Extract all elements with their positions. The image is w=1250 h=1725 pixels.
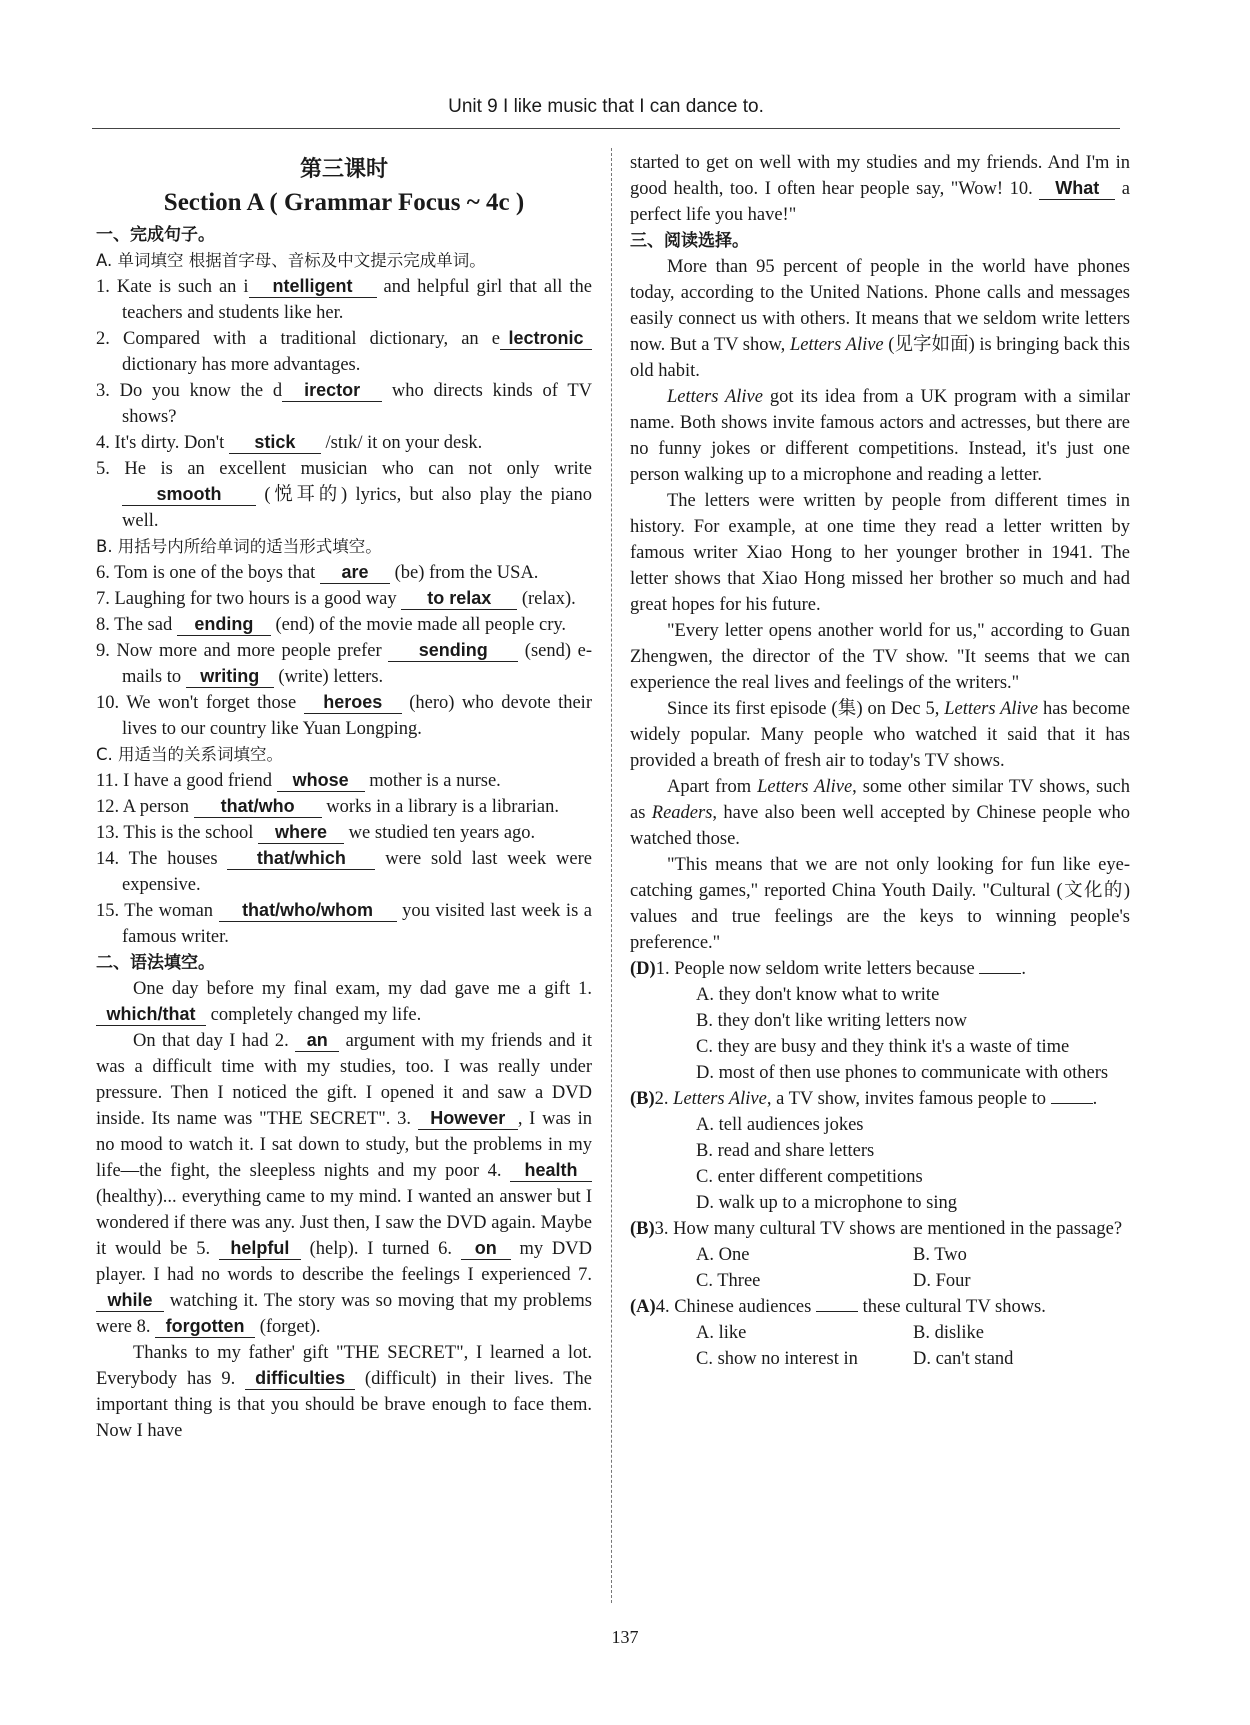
answer-blank: forgotten bbox=[155, 1316, 255, 1338]
reading-paragraph-5: Since its first episode (集) on Dec 5, Letters Alive has become widely popular. Many people who watched it said that it has provided a breath of fresh air to today's TV shows. bbox=[630, 699, 1131, 771]
mc3-options-row-1 bbox=[630, 1242, 1130, 1268]
section-title: Section A ( Grammar Focus ~ 4c ) bbox=[163, 189, 525, 216]
answer-blank: What bbox=[1039, 178, 1115, 200]
question-14: 14. The houses that/which were sold last week were expensive. bbox=[96, 848, 592, 895]
question-5: 5. He is an excellent musician who can not only write smooth (悦耳的) lyrics, but also play the piano well. bbox=[96, 459, 592, 531]
mc1-option-d: D. most of then use phones to communicate with others bbox=[696, 1063, 1109, 1083]
question-blank bbox=[979, 973, 1021, 974]
mc-answer: (A) bbox=[630, 1297, 656, 1317]
right-column bbox=[630, 150, 1130, 1372]
page-header: Unit 9 I like music that I can dance to. bbox=[448, 96, 764, 117]
question-8: 8. The sad ending (end) of the movie made all people cry. bbox=[96, 614, 567, 635]
mc2-option-b: B. read and share letters bbox=[696, 1141, 875, 1161]
answer-blank: where bbox=[258, 822, 344, 844]
part2-title: 二、语法填空。 bbox=[96, 953, 215, 973]
answer-blank: smooth bbox=[122, 484, 256, 506]
mc3-option-d: D. Four bbox=[913, 1271, 971, 1291]
part3-title: 三、阅读选择。 bbox=[630, 231, 749, 251]
grammar-paragraph-2: On that day I had 2. an argument with my friends and it was a difficult time with my studies, too. I was really under pressure. Then I noticed the gift. I opened it and saw a DVD inside. Its name was "THE SECRET". 3. However , I was in no mood to watch it. I sat down to study, but the problems in my life—the fight, the sleepless nights and my poor 4. health (healthy)... everything came to my mind. I wanted an answer but I wondered if there was any. Just then, I saw the DVD again. Maybe it would be 5. helpful (help). I turned 6. on my DVD player. I had no words to describe the feelings I experienced 7. while watching it. The story was so moving that my problems were 8. forgotten (forget). bbox=[96, 1030, 593, 1337]
answer-blank: whose bbox=[277, 770, 365, 792]
question-7: 7. Laughing for two hours is a good way to relax (relax). bbox=[96, 588, 576, 609]
mc-answer: (B) bbox=[630, 1219, 655, 1239]
mc2-option-d: D. walk up to a microphone to sing bbox=[696, 1193, 958, 1213]
answer-blank: that/which bbox=[227, 848, 375, 870]
mc3-option-a: A. One bbox=[696, 1245, 750, 1265]
reading-paragraph-3: The letters were written by people from different times in history. For example, at one time they read a letter written by famous writer Xiao Hong to her younger brother in 1941. The letter shows that Xiao Hong missed her brother so much and had great hopes for his future. bbox=[630, 491, 1130, 615]
answer-blank: ntelligent bbox=[249, 276, 377, 298]
answer-blank: difficulties bbox=[245, 1368, 355, 1390]
mc3-options-row-2 bbox=[630, 1268, 1130, 1294]
mc1-option-a: A. they don't know what to write bbox=[696, 985, 940, 1005]
answer-blank: while bbox=[96, 1290, 164, 1312]
grammar-paragraph-3: Thanks to my father' gift "THE SECRET", I learned a lot. Everybody has 9. difficulties (difficult) in their lives. The important thing is that you should be brave enough to face them. Now I have bbox=[96, 1343, 592, 1441]
reading-paragraph-4: "Every letter opens another world for us," according to Guan Zhengwen, the director of the TV show. "It seems that we can experience the real lives and feelings of the writers." bbox=[630, 621, 1130, 693]
part1-title: 一、完成句子。 bbox=[96, 225, 215, 245]
answer-blank: sending bbox=[388, 640, 518, 662]
answer-blank: writing bbox=[186, 666, 274, 688]
mc-answer: (B) bbox=[630, 1089, 655, 1109]
partC-title: C. 用适当的关系词填空。 bbox=[96, 745, 284, 764]
answer-blank: on bbox=[461, 1238, 511, 1260]
question-12: 12. A person that/who works in a library is a librarian. bbox=[96, 796, 559, 817]
answer-blank: which/that bbox=[96, 1004, 206, 1026]
mc4-option-c: C. show no interest in bbox=[696, 1349, 858, 1369]
mc-question-3: (B)3. How many cultural TV shows are mentioned in the passage? bbox=[630, 1219, 1123, 1239]
partB-title: B. 用括号内所给单词的适当形式填空。 bbox=[96, 537, 382, 556]
answer-blank: to relax bbox=[401, 588, 517, 610]
grammar-paragraph-1: One day before my final exam, my dad gave me a gift 1. which/that completely changed my life. bbox=[96, 976, 592, 1028]
question-3: 3. Do you know the d irector who directs kinds of TV shows? bbox=[96, 380, 593, 427]
answer-blank: irector bbox=[282, 380, 382, 402]
header-rule bbox=[92, 128, 1120, 129]
mc-question-4: (A)4. Chinese audiences these cultural TV shows. bbox=[630, 1297, 1046, 1317]
question-2: 2. Compared with a traditional dictionary, an e lectronic dictionary has more advantages. bbox=[96, 326, 592, 378]
question-15: 15. The woman that/who/whom you visited last week is a famous writer. bbox=[96, 900, 592, 947]
partA-title: A. 单词填空 根据首字母、音标及中文提示完成单词。 bbox=[96, 251, 486, 270]
mc4-option-d: D. can't stand bbox=[913, 1349, 1014, 1369]
grammar-paragraph-continued: started to get on well with my studies and my friends. And I'm in good health, too. I often hear people say, "Wow! 10. What a perfect life you have!" bbox=[630, 153, 1130, 225]
question-13: 13. This is the school where we studied ten years ago. bbox=[96, 822, 536, 843]
mc3-option-b: B. Two bbox=[913, 1245, 967, 1265]
left-column bbox=[96, 150, 592, 1444]
question-4: 4. It's dirty. Don't stick /stɪk/ it on your desk. bbox=[96, 432, 483, 453]
mc1-option-b: B. they don't like writing letters now bbox=[696, 1011, 968, 1031]
question-6: 6. Tom is one of the boys that are (be) from the USA. bbox=[96, 562, 539, 583]
column-divider bbox=[611, 148, 612, 1603]
answer-blank: health bbox=[510, 1160, 592, 1182]
mc3-option-c: C. Three bbox=[696, 1271, 761, 1291]
answer-blank: an bbox=[295, 1030, 339, 1052]
mc2-option-c: C. enter different competitions bbox=[696, 1167, 923, 1187]
answer-blank: are bbox=[320, 562, 390, 584]
reading-paragraph-6: Apart from Letters Alive, some other similar TV shows, such as Readers, have also been well accepted by Chinese people who watched those. bbox=[630, 777, 1131, 849]
question-blank bbox=[816, 1311, 858, 1312]
answer-blank: stick bbox=[229, 432, 321, 454]
mc-answer: (D) bbox=[630, 959, 656, 979]
lesson-title: 第三课时 bbox=[299, 157, 388, 182]
question-1: 1. Kate is such an i ntelligent and helpful girl that all the teachers and students like her. bbox=[96, 276, 592, 323]
question-9: 9. Now more and more people prefer sending (send) e-mails to writing (write) letters. bbox=[96, 640, 592, 687]
mc1-option-c: C. they are busy and they think it's a waste of time bbox=[696, 1037, 1070, 1057]
question-11: 11. I have a good friend whose mother is a nurse. bbox=[96, 770, 501, 791]
question-blank bbox=[1051, 1103, 1093, 1104]
mc2-option-a: A. tell audiences jokes bbox=[696, 1115, 864, 1135]
mc-question-1: (D)1. People now seldom write letters because . bbox=[630, 959, 1026, 979]
reading-paragraph-2: Letters Alive got its idea from a UK program with a similar name. Both shows invite famous actors and actresses, but there are no funny jokes or different competitions. Instead, it's just one person walking up to a microphone and reading a letter. bbox=[630, 387, 1130, 485]
answer-blank: However bbox=[418, 1108, 518, 1130]
mc4-option-b: B. dislike bbox=[913, 1323, 984, 1343]
answer-blank: heroes bbox=[304, 692, 402, 714]
answer-blank: that/who bbox=[194, 796, 322, 818]
mc4-options-row-1 bbox=[630, 1320, 1130, 1346]
mc4-options-row-2 bbox=[630, 1346, 1130, 1372]
answer-blank: that/who/whom bbox=[219, 900, 397, 922]
mc-question-2: (B)2. Letters Alive, a TV show, invites famous people to . bbox=[630, 1089, 1098, 1109]
reading-paragraph-1: More than 95 percent of people in the world have phones today, according to the United Nations. Phone calls and messages easily connect us with others. It means that we seldom write letters now. But a TV show, Letters Alive (见字如面) is bringing back this old habit. bbox=[630, 257, 1130, 381]
reading-paragraph-7: "This means that we are not only looking for fun like eye-catching games," reported China Youth Daily. "Cultural (文化的) values and true feelings are the keys to winning people's preference." bbox=[630, 855, 1130, 953]
mc4-option-a: A. like bbox=[696, 1323, 747, 1343]
answer-blank: ending bbox=[177, 614, 271, 636]
question-10: 10. We won't forget those heroes (hero) who devote their lives to our country like Yuan Longping. bbox=[96, 692, 592, 739]
answer-blank: helpful bbox=[219, 1238, 301, 1260]
answer-blank: lectronic bbox=[500, 328, 592, 350]
page-number: 137 bbox=[611, 1627, 639, 1647]
